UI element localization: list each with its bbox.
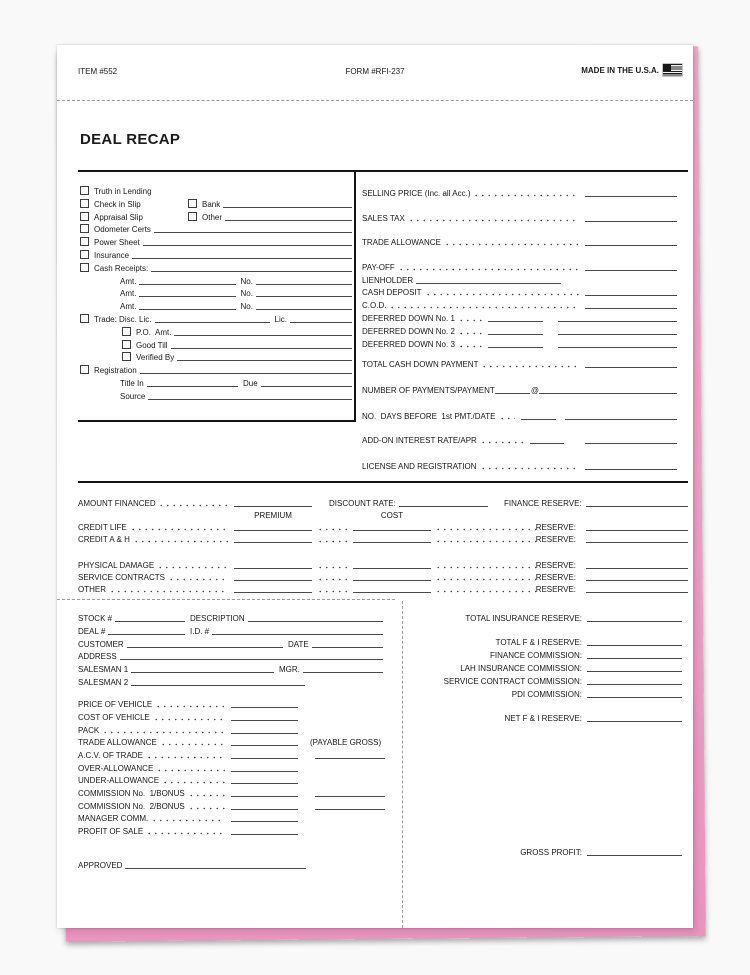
under-allowance-labelwrap <box>78 776 228 785</box>
amt-2-label: Amt. <box>120 289 137 298</box>
row-total-insurance-reserve <box>257 611 682 623</box>
over-allowance-label: OVER-ALLOWANCE <box>78 764 154 773</box>
verified-by-label: Verified By <box>136 353 175 362</box>
manager-comm-labelwrap <box>78 814 228 823</box>
dot-leader <box>156 769 225 772</box>
salesman-1-label: SALESMAN 1 <box>78 665 129 674</box>
deal-label: DEAL # <box>78 627 106 636</box>
bank-label: Bank <box>202 200 221 209</box>
form-number: FORM #RFI-237 <box>345 67 405 76</box>
appraisal-slip-label: Appraisal Slip <box>94 213 143 222</box>
row-service-contract-commission <box>257 674 682 686</box>
registration-label: Registration <box>94 366 137 375</box>
total-cash-down-label: TOTAL CASH DOWN PAYMENT <box>362 360 479 369</box>
price-of-vehicle-labelwrap <box>78 700 228 709</box>
cost-header: COST <box>380 511 404 520</box>
source-label: Source <box>120 392 146 401</box>
lah-commission-label: LAH INSURANCE COMMISSION: <box>460 664 582 673</box>
other-reserve-label: RESERVE: <box>535 585 576 594</box>
row-total-fi-reserve <box>257 635 682 647</box>
approved-label: APPROVED <box>78 861 123 870</box>
net-fi-reserve-line[interactable] <box>587 721 682 722</box>
po-amt-label: P.O. Amt. <box>136 328 172 337</box>
lah-commission-line[interactable] <box>587 671 682 672</box>
dot-leader <box>151 819 225 822</box>
dot-leader <box>102 731 225 734</box>
finance-commission-label: FINANCE COMMISSION: <box>489 651 582 660</box>
row-net-fi-reserve <box>257 711 682 723</box>
premium-header: PREMIUM <box>254 511 292 520</box>
dot-leader <box>146 832 225 835</box>
cost-of-vehicle-labelwrap <box>78 713 228 722</box>
form-title: DEAL RECAP <box>80 131 181 148</box>
commission-2-label: COMMISSION No. 2/BONUS <box>78 802 185 811</box>
service-contracts-reserve-label: RESERVE: <box>535 573 576 582</box>
number-of-payments-label: NUMBER OF PAYMENTS/PAYMENT <box>362 386 495 395</box>
mgr-label: MGR. <box>279 665 300 674</box>
date-label: DATE <box>288 640 309 649</box>
cash-receipts-label: Cash Receipts: <box>94 264 149 273</box>
physical-damage-label: PHYSICAL DAMAGE <box>78 561 155 570</box>
credit-ah-label: CREDIT A & H <box>78 535 130 544</box>
pack-labelwrap <box>78 726 228 735</box>
due-label: Due <box>243 379 258 388</box>
cost-of-vehicle-label: COST OF VEHICLE <box>78 713 150 722</box>
service-contract-commission-label: SERVICE CONTRACT COMMISSION: <box>443 677 582 686</box>
dot-leader <box>160 743 225 746</box>
manager-comm-label: MANAGER COMM. <box>78 814 149 823</box>
row-finance-commission <box>257 648 682 660</box>
credit-ah-reserve-label: RESERVE: <box>535 535 576 544</box>
pack-label: PACK <box>78 726 100 735</box>
row-pdi-commission <box>257 687 682 699</box>
salesman-1-line[interactable] <box>131 672 274 673</box>
description-label: DESCRIPTION <box>190 614 245 623</box>
truth-in-lending-label: Truth in Lending <box>94 187 152 196</box>
item-number: ITEM #552 <box>78 67 118 76</box>
dot-leader <box>188 807 225 810</box>
under-allowance-label: UNDER-ALLOWANCE <box>78 776 160 785</box>
total-insurance-reserve-label: TOTAL INSURANCE RESERVE: <box>465 614 582 623</box>
over-allowance-labelwrap <box>78 764 228 773</box>
row-lah-commission <box>257 661 682 673</box>
no-3-label: No. <box>240 302 253 311</box>
dot-leader <box>146 756 225 759</box>
pay-off-label: PAY-OFF <box>362 263 395 272</box>
amount-financed-label: AMOUNT FINANCED <box>78 499 156 508</box>
license-registration-label: LICENSE AND REGISTRATION <box>362 462 477 471</box>
deal-line[interactable] <box>108 634 185 635</box>
deferred-2-label: DEFERRED DOWN No. 2 <box>362 327 455 336</box>
commission-1-labelwrap <box>78 789 228 798</box>
dot-leader <box>162 781 225 784</box>
trade-label: Trade: Disc. Lic. <box>94 315 152 324</box>
service-contracts-label: SERVICE CONTRACTS <box>78 573 165 582</box>
cash-deposit-label: CASH DEPOSIT <box>362 288 422 297</box>
finance-commission-line[interactable] <box>587 658 682 659</box>
total-fi-reserve-label: TOTAL F & I RESERVE: <box>495 638 582 647</box>
no-1-label: No. <box>240 277 253 286</box>
selling-price-label: SELLING PRICE (Inc. all Acc.) <box>362 189 471 198</box>
acv-labelwrap <box>78 751 228 760</box>
reserves-section <box>257 45 682 928</box>
dot-leader <box>155 705 225 708</box>
trade-allowance-cost-label: TRADE ALLOWANCE <box>78 738 157 747</box>
other-label: Other <box>202 213 223 222</box>
sales-tax-label: SALES TAX <box>362 214 405 223</box>
total-insurance-reserve-line[interactable] <box>587 621 682 622</box>
discount-rate-label: DISCOUNT RATE: <box>329 499 396 508</box>
profit-of-sale-label: PROFIT OF SALE <box>78 827 144 836</box>
acv-of-trade-label: A.C.V. OF TRADE <box>78 751 143 760</box>
good-till-label: Good Till <box>136 341 168 350</box>
trade-allowance-label: TRADE ALLOWANCE <box>362 238 441 247</box>
physical-damage-reserve-label: RESERVE: <box>535 561 576 570</box>
net-fi-reserve-label: NET F & I RESERVE: <box>504 714 582 723</box>
lienholder-label: LIENHOLDER <box>362 276 414 285</box>
commission-2-labelwrap <box>78 802 228 811</box>
dot-leader <box>153 718 225 721</box>
form-sheet <box>57 45 693 928</box>
salesman-2-label: SALESMAN 2 <box>78 678 129 687</box>
address-label: ADDRESS <box>78 652 117 661</box>
pdi-commission-label: PDI COMMISSION: <box>511 690 582 699</box>
stock-label: STOCK # <box>78 614 113 623</box>
deferred-3-label: DEFERRED DOWN No. 3 <box>362 340 455 349</box>
gross-profit-label: GROSS PROFIT: <box>520 848 582 857</box>
stock-line[interactable] <box>115 621 185 622</box>
other-finance-label: OTHER <box>78 585 106 594</box>
at-sign: @ <box>530 386 539 395</box>
service-contract-commission-line[interactable] <box>587 684 682 685</box>
amt-3-label: Amt. <box>120 302 137 311</box>
no-2-label: No. <box>240 289 253 298</box>
pdi-commission-line[interactable] <box>587 697 682 698</box>
stock-group <box>78 614 185 623</box>
payable-gross-label: (PAYABLE GROSS) <box>310 738 382 747</box>
dot-leader <box>188 794 225 797</box>
check-in-slip-label: Check in Slip <box>94 200 141 209</box>
credit-life-label: CREDIT LIFE <box>78 523 127 532</box>
cod-label: C.O.D. <box>362 301 387 310</box>
price-of-vehicle-label: PRICE OF VEHICLE <box>78 700 153 709</box>
title-in-label: Title In <box>120 379 144 388</box>
days-before-label: NO. DAYS BEFORE 1st PMT./DATE <box>362 412 496 421</box>
deferred-1-label: DEFERRED DOWN No. 1 <box>362 314 455 323</box>
row-gross-profit <box>257 845 682 857</box>
insurance-label: Insurance <box>94 251 130 260</box>
add-on-interest-label: ADD-ON INTEREST RATE/APR <box>362 436 477 445</box>
trade-allowance-cost-labelwrap <box>78 738 228 747</box>
made-in-usa-label: MADE IN THE U.S.A. <box>581 65 659 75</box>
gross-profit-line[interactable] <box>587 855 682 856</box>
power-sheet-label: Power Sheet <box>94 238 140 247</box>
odometer-certs-label: Odometer Certs <box>94 225 151 234</box>
finance-reserve-label: FINANCE RESERVE: <box>504 499 582 508</box>
customer-label: CUSTOMER <box>78 640 124 649</box>
total-fi-reserve-line[interactable] <box>587 645 682 646</box>
commission-1-label: COMMISSION No. 1/BONUS <box>78 789 185 798</box>
profit-of-sale-labelwrap <box>78 827 228 836</box>
id-label: I.D. # <box>190 627 210 636</box>
amt-1-label: Amt. <box>120 277 137 286</box>
customer-group <box>78 640 283 649</box>
credit-life-reserve-label: RESERVE: <box>535 523 576 532</box>
salesman-1-group <box>78 665 274 674</box>
deal-group <box>78 627 185 636</box>
lic-label: Lic. <box>274 315 287 324</box>
